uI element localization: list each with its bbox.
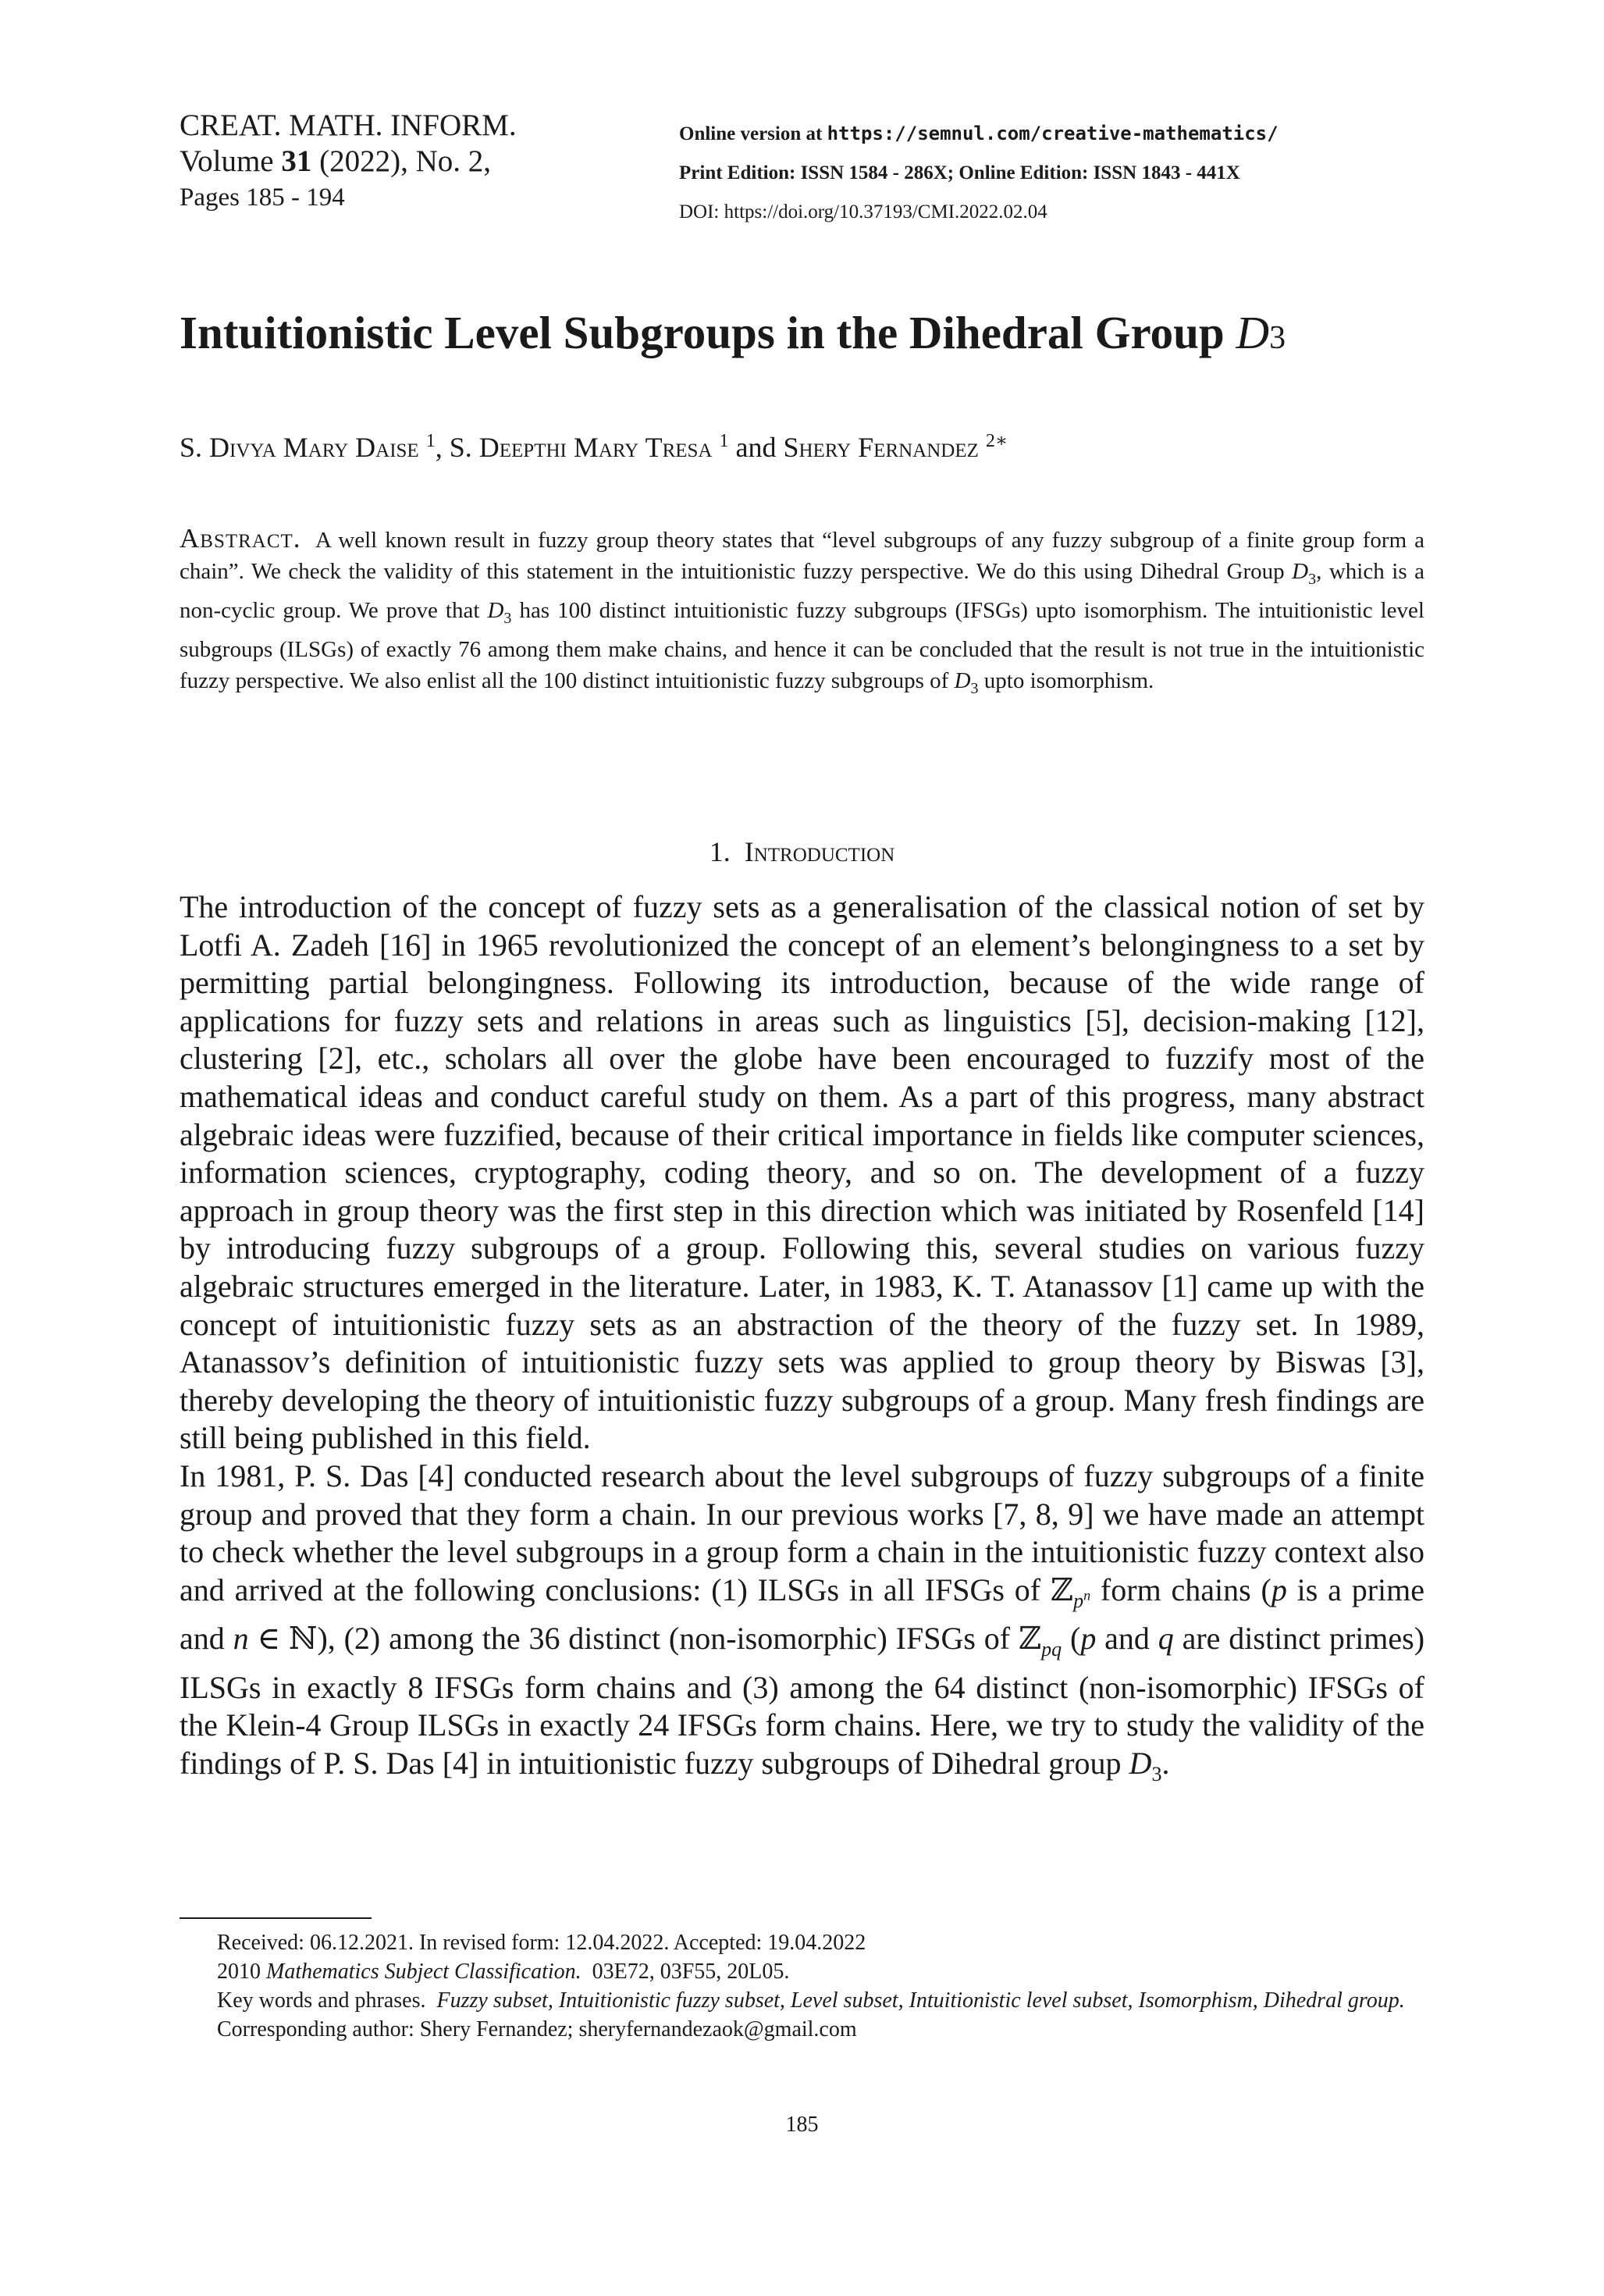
journal-header — [180, 108, 517, 215]
author-1: S. Divya Mary Daise — [180, 432, 419, 463]
section-heading: 1. Introduction — [709, 836, 895, 867]
page-number: 185 — [785, 2113, 819, 2137]
abstract-label: Abstract. — [180, 523, 301, 554]
introduction-body — [180, 888, 1424, 1794]
footnote-rule — [180, 1917, 372, 1919]
abstract: Abstract. A well known result in fuzzy group theory states that “level subgroups of any fuzzy subgroup of a finite group form a chain”. We check the validity of this statement in the intuitionistic fuzzy perspective. We do this using Dihedral Group $D_3$, which is a non-cyclic group. We prove that $D_3$ has 100 distinct intuitionistic fuzzy subgroups (IFSGs) upto isomorphism. The intuitionistic level subgroups (ILSGs) of exactly 76 among them make chains, and hence it can be concluded that the result is not true in the intuitionistic fuzzy perspective. We also enlist all the 100 distinct intuitionistic fuzzy subgroups of $D_3$ upto isomorphism. — [180, 523, 1425, 697]
footnotes — [180, 1928, 1424, 2044]
journal-pages: Pages 185 - 194 — [180, 183, 345, 212]
keywords: Key words and phrases. Fuzzy subset, Intuitionistic fuzzy subset, Level subset, Intuitionistic level subset, Isomorphism, Dihedral group. — [217, 1988, 1405, 2013]
paragraph-1: The introduction of the concept of fuzzy sets as a generalisation of the classical notion of set by Lotfi A. Zadeh [16] in 1965 revolutionized the concept of an element’s belongingness to a set by permitting partial belongingness. Following its introduction, because of the wide range of applications for fuzzy sets and relations in areas such as linguistics [5], decision-making [12], clustering [2], etc., scholars all over the globe have been encouraged to fuzzify most of the mathematical ideas and conduct careful study on them. As a part of this progress, many abstract algebraic ideas were fuzzified, because of their critical importance in fields like computer sciences, information sciences, cryptography, coding theory, and so on. The development of a fuzzy approach in group theory was the first step in this direction which was initiated by Rosenfeld [14] by introducing fuzzy subgroups of a group. Following this, several studies on various fuzzy algebraic structures emerged in the literature. Later, in 1983, K. T. Atanassov [1] came up with the concept of intuitionistic fuzzy sets as an abstraction of the theory of the fuzzy set. In 1989, Atanassov’s definition of intuitionistic fuzzy sets was applied to group theory by Biswas [3], thereby developing the theory of intuitionistic fuzzy subgroups of a group. Many fresh findings are still being published in this field. — [180, 889, 1424, 1456]
corresponding-author: Corresponding author: Shery Fernandez; sheryfernandezaok@gmail.com — [217, 2017, 857, 2041]
author-list: S. Divya Mary Daise $^1$, S. Deepthi Mary Tresa $^1$ and Shery Fernandez $^{2∗}$ — [180, 431, 1008, 463]
msc-classification: 2010 Mathematics Subject Classification. 03E72, 03F55, 20L05. — [217, 1960, 790, 1984]
volume-number: 31 — [281, 144, 312, 178]
author-3: Shery Fernandez — [783, 432, 979, 463]
online-version: Online version at https://semnul.com/creative-mathematics/ — [679, 123, 1279, 144]
online-url[interactable]: https://semnul.com/creative-mathematics/ — [827, 123, 1279, 144]
paragraph-2: In 1981, P. S. Das [4] conducted research about the level subgroups of fuzzy subgroups of a finite group and proved that they form a chain. In our previous works [7, 8, 9] we have made an attempt to check whether the level subgroups in a group form a chain in the intuitionistic fuzzy context also and arrived at the following conclusions: (1) ILSGs in all IFSGs of ℤ$_{p^n}$ form chains (p is a prime and n ∈ ℕ), (2) among the 36 distinct (non-isomorphic) IFSGs of ℤ$_{pq}$ (p and q are distinct primes) ILSGs in exactly 8 IFSGs form chains and (3) among the 64 distinct (non-isomorphic) IFSGs of the Klein-4 Group ILSGs in exactly 24 IFSGs form chains. Here, we try to study the validity of the findings of P. S. Das [4] in intuitionistic fuzzy subgroups of Dihedral group $D_3$. — [180, 1458, 1425, 1786]
doi[interactable]: DOI: https://doi.org/10.37193/CMI.2022.02.04 — [679, 201, 1047, 222]
received-dates: Received: 06.12.2021. In revised form: 12.04.2022. Accepted: 19.04.2022 — [217, 1931, 866, 1955]
print-edition: Print Edition: ISSN 1584 - 286X; Online Edition: ISSN 1843 - 441X — [679, 162, 1240, 183]
author-2: S. Deepthi Mary Tresa — [449, 432, 713, 463]
journal-volume: Volume 31 (2022), No. 2, — [180, 144, 492, 178]
paper-title: Intuitionistic Level Subgroups in the Dihedral Group D3 — [180, 307, 1286, 358]
journal-name: CREAT. MATH. INFORM. — [180, 109, 517, 142]
publication-info — [679, 114, 1279, 232]
